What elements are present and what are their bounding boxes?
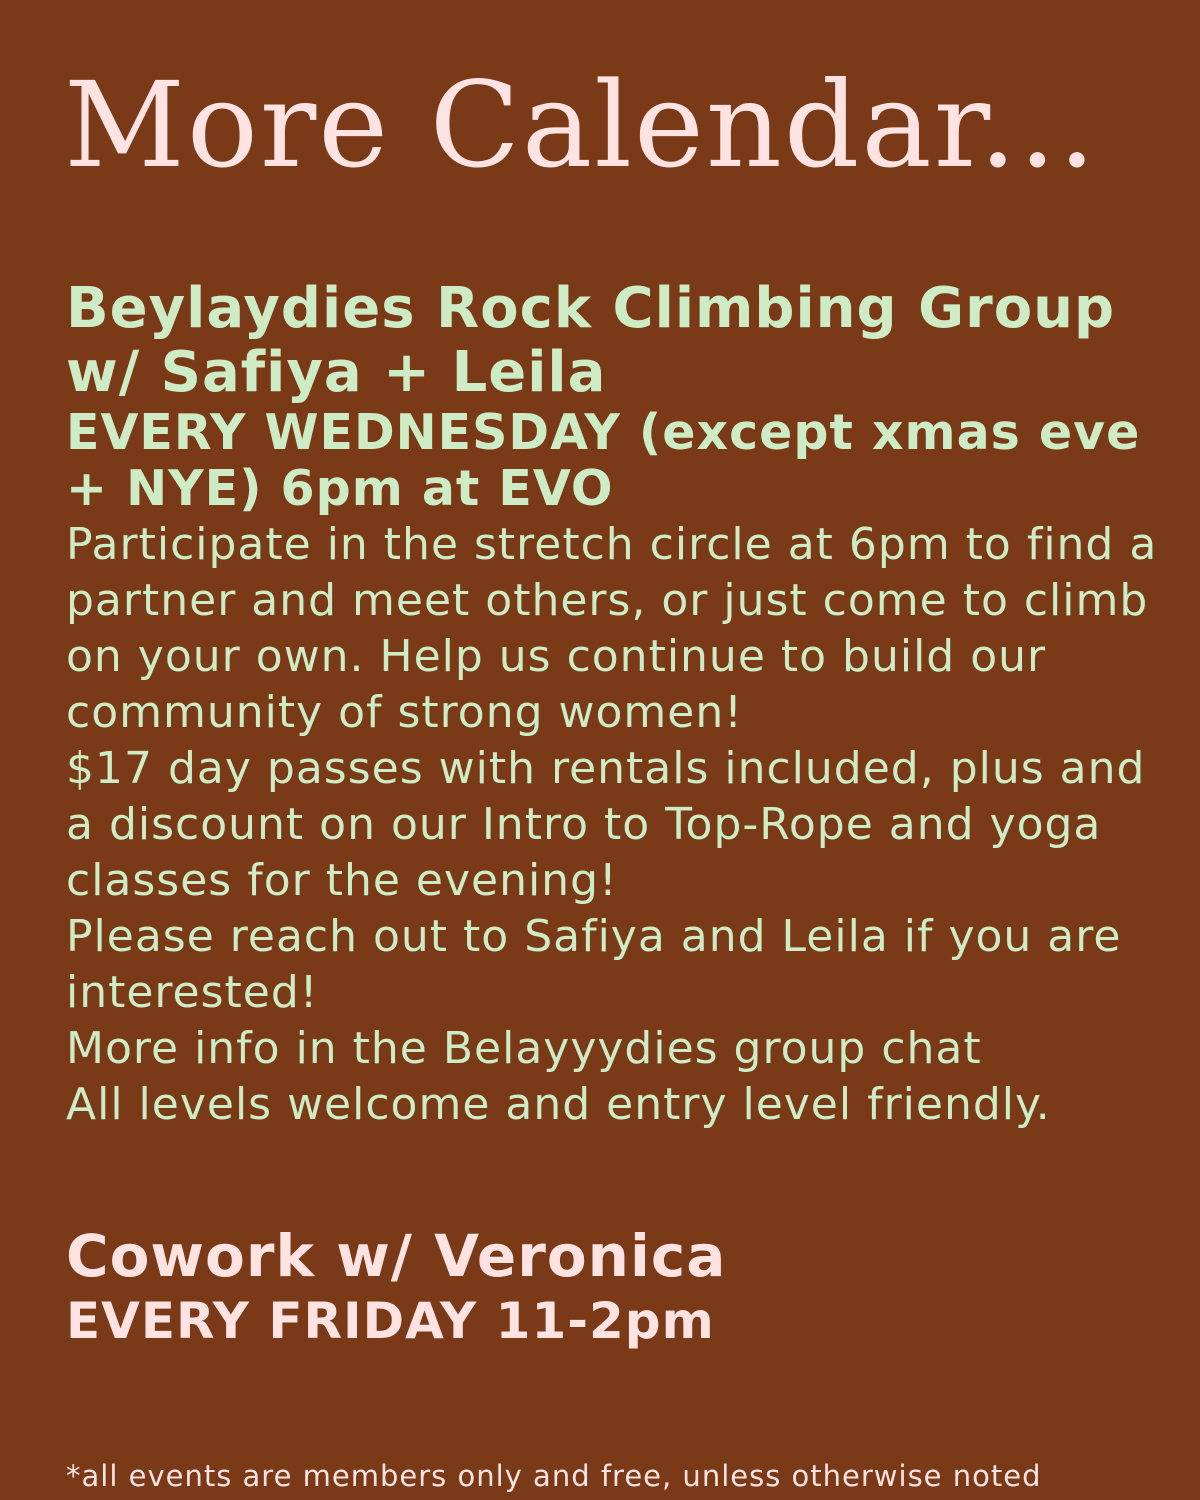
description-paragraph: More info in the Belayyydies group chat: [66, 1023, 982, 1074]
event-title: Cowork w/ Veronica: [66, 1222, 727, 1290]
event-schedule: EVERY FRIDAY 11-2pm: [66, 1292, 715, 1350]
description-paragraph: $17 day passes with rentals included, plus and a discount on our Intro to Top-Rope and yoga classes for the evening!: [66, 743, 1146, 906]
event-title: Beylaydies Rock Climbing Group w/ Safiya + Leila: [66, 276, 1116, 405]
description-paragraph: Participate in the stretch circle at 6pm to find a partner and meet others, or just come to climb on your own. Help us continue to build our community of strong women!: [66, 519, 1158, 738]
page-title: More Calendar...: [64, 56, 1098, 194]
description-paragraph: All levels welcome and entry level friendly.: [66, 1079, 1051, 1130]
event-schedule: EVERY WEDNESDAY (except xmas eve + NYE) 6pm at EVO: [66, 404, 1141, 517]
event-cowork: [66, 1222, 1176, 1352]
event-description: [66, 517, 1176, 1133]
description-paragraph: Please reach out to Safiya and Leila if you are interested!: [66, 911, 1122, 1018]
event-rock-climbing: [66, 277, 1176, 1133]
footnote: *all events are members only and free, unless otherwise noted: [66, 1459, 1042, 1493]
